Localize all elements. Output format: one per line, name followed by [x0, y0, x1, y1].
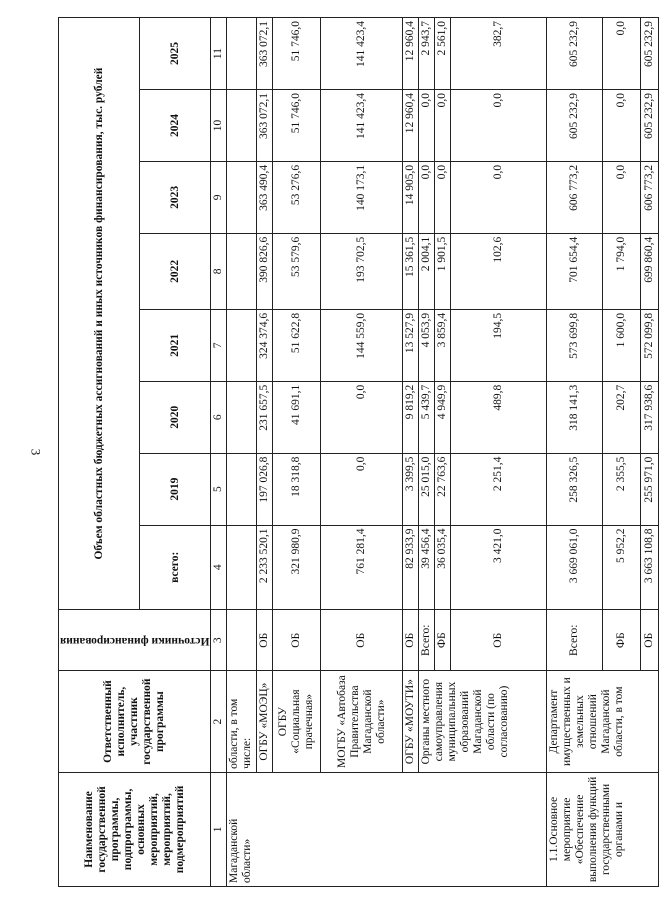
value-cell: 5 952,2 — [603, 525, 641, 610]
source-cell: ФБ — [603, 610, 641, 671]
col-number: 1 — [211, 772, 227, 886]
value-cell: 363 490,4 — [257, 161, 273, 233]
value-cell: 193 702,5 — [321, 233, 403, 309]
value-cell — [227, 453, 257, 525]
value-cell — [227, 90, 257, 162]
header-program-name: Наименование государственной программы, подпрограммы, основных мероприятий, мероприятий, подмероприятий — [59, 772, 211, 886]
value-cell — [227, 233, 257, 309]
value-cell: 605 232,9 — [547, 18, 603, 90]
value-cell — [227, 18, 257, 90]
source-cell: ОБ — [641, 610, 659, 671]
value-cell: 14 905,0 — [403, 161, 419, 233]
executor-cell: МОГБУ «Автобаза Правительства Магаданской области» — [321, 671, 403, 772]
table-row — [547, 18, 603, 887]
value-cell: 2 943,7 — [419, 18, 435, 90]
value-cell: 3 669 061,0 — [547, 525, 603, 610]
header-year-2024: 2024 — [140, 90, 211, 162]
col-number: 4 — [211, 525, 227, 610]
executor-cell: ОГБУ «МОЭЦ» — [257, 671, 273, 772]
value-cell: 0,0 — [603, 18, 641, 90]
value-cell: 3 663 108,8 — [641, 525, 659, 610]
value-cell: 0,0 — [321, 453, 403, 525]
col-number: 10 — [211, 90, 227, 162]
value-cell: 51 622,8 — [273, 309, 321, 381]
value-cell: 0,0 — [451, 161, 547, 233]
value-cell: 2 561,0 — [435, 18, 451, 90]
value-cell: 12 960,4 — [403, 18, 419, 90]
value-cell: 18 318,8 — [273, 453, 321, 525]
value-cell: 489,8 — [451, 381, 547, 453]
value-cell: 0,0 — [451, 90, 547, 162]
value-cell: 382,7 — [451, 18, 547, 90]
col-number: 6 — [211, 381, 227, 453]
value-cell: 2 355,5 — [603, 453, 641, 525]
executor-cell: Органы местного самоуправления муниципальных образований Магаданской области (по согласованию) — [419, 671, 547, 772]
program-name-cell: 1.1.Основное мероприятие «Обеспечение выполнения функций государственными органами и — [547, 772, 659, 886]
value-cell: 321 980,9 — [273, 525, 321, 610]
value-cell: 2 004,1 — [419, 233, 435, 309]
source-cell: ОБ — [273, 610, 321, 671]
table-row — [273, 18, 321, 887]
value-cell: 51 746,0 — [273, 18, 321, 90]
value-cell: 0,0 — [419, 161, 435, 233]
source-cell: Всего: — [419, 610, 435, 671]
value-cell: 1 794,0 — [603, 233, 641, 309]
header-volume: Объем областных бюджетных ассигнований и иных источников финансирования, тыс. рублей — [59, 18, 140, 610]
source-cell: ФБ — [435, 610, 451, 671]
source-cell: ОБ — [321, 610, 403, 671]
value-cell — [227, 525, 257, 610]
col-number: 3 — [211, 610, 227, 671]
value-cell: 0,0 — [603, 161, 641, 233]
value-cell: 36 035,4 — [435, 525, 451, 610]
value-cell: 2 233 520,1 — [257, 525, 273, 610]
value-cell: 317 938,6 — [641, 381, 659, 453]
col-number: 2 — [211, 671, 227, 772]
value-cell: 144 559,0 — [321, 309, 403, 381]
value-cell: 13 527,9 — [403, 309, 419, 381]
program-name-cell: Магаданской области» — [227, 772, 547, 886]
value-cell — [227, 161, 257, 233]
value-cell: 197 026,8 — [257, 453, 273, 525]
source-cell — [227, 610, 257, 671]
value-cell: 318 141,3 — [547, 381, 603, 453]
value-cell: 12 960,4 — [403, 90, 419, 162]
value-cell: 324 374,6 — [257, 309, 273, 381]
header-year-2023: 2023 — [140, 161, 211, 233]
value-cell: 15 361,5 — [403, 233, 419, 309]
value-cell: 761 281,4 — [321, 525, 403, 610]
value-cell: 1 600,0 — [603, 309, 641, 381]
col-number: 11 — [211, 18, 227, 90]
value-cell: 5 439,7 — [419, 381, 435, 453]
value-cell: 605 232,9 — [641, 90, 659, 162]
value-cell: 194,5 — [451, 309, 547, 381]
value-cell: 3 859,4 — [435, 309, 451, 381]
header-year-2025: 2025 — [140, 18, 211, 90]
value-cell: 363 072,1 — [257, 90, 273, 162]
header-year-2021: 2021 — [140, 309, 211, 381]
source-cell: ОБ — [451, 610, 547, 671]
value-cell: 0,0 — [603, 90, 641, 162]
value-cell: 701 654,4 — [547, 233, 603, 309]
col-number: 7 — [211, 309, 227, 381]
value-cell: 363 072,1 — [257, 18, 273, 90]
value-cell: 0,0 — [435, 161, 451, 233]
source-cell: ОБ — [403, 610, 419, 671]
value-cell: 202,7 — [603, 381, 641, 453]
header-sources — [59, 610, 211, 671]
value-cell: 0,0 — [419, 90, 435, 162]
value-cell: 699 860,4 — [641, 233, 659, 309]
value-cell: 140 173,1 — [321, 161, 403, 233]
value-cell: 255 971,0 — [641, 453, 659, 525]
value-cell: 606 773,2 — [641, 161, 659, 233]
source-cell: ОБ — [257, 610, 273, 671]
header-total: всего: — [140, 525, 211, 610]
value-cell: 605 232,9 — [641, 18, 659, 90]
table-row — [419, 18, 435, 887]
value-cell: 22 763,6 — [435, 453, 451, 525]
header-executor: Ответственный исполнитель, участник государственной программы — [59, 671, 211, 772]
value-cell: 41 691,1 — [273, 381, 321, 453]
value-cell: 4 949,9 — [435, 381, 451, 453]
value-cell: 231 657,5 — [257, 381, 273, 453]
executor-cell: области, в том числе: — [227, 671, 257, 772]
value-cell: 25 015,0 — [419, 453, 435, 525]
header-year-2020: 2020 — [140, 381, 211, 453]
executor-cell: ОГБУ «МОУТИ» — [403, 671, 419, 772]
value-cell — [227, 309, 257, 381]
value-cell: 9 819,2 — [403, 381, 419, 453]
value-cell: 39 456,4 — [419, 525, 435, 610]
value-cell: 53 579,6 — [273, 233, 321, 309]
value-cell: 258 326,5 — [547, 453, 603, 525]
col-number: 5 — [211, 453, 227, 525]
value-cell: 390 826,6 — [257, 233, 273, 309]
value-cell — [227, 381, 257, 453]
value-cell: 0,0 — [321, 381, 403, 453]
value-cell: 53 276,6 — [273, 161, 321, 233]
table-row — [257, 18, 273, 887]
col-number: 8 — [211, 233, 227, 309]
rotated-table-wrapper — [58, 17, 656, 887]
value-cell: 605 232,9 — [547, 90, 603, 162]
executor-cell: ОГБУ «Социальная прачечная» — [273, 671, 321, 772]
value-cell: 141 423,4 — [321, 90, 403, 162]
header-sources-label: Источники финансирования — [60, 634, 210, 647]
table-row — [321, 18, 403, 887]
executor-cell: Департамент имущественных и земельных отношений Магаданской области, в том — [547, 671, 659, 772]
table-row — [227, 18, 257, 887]
value-cell: 3 421,0 — [451, 525, 547, 610]
table-row — [403, 18, 419, 887]
header-year-2022: 2022 — [140, 233, 211, 309]
value-cell: 102,6 — [451, 233, 547, 309]
value-cell: 51 746,0 — [273, 90, 321, 162]
value-cell: 0,0 — [435, 90, 451, 162]
value-cell: 573 699,8 — [547, 309, 603, 381]
value-cell: 2 251,4 — [451, 453, 547, 525]
col-number: 9 — [211, 161, 227, 233]
value-cell: 1 901,5 — [435, 233, 451, 309]
financing-table — [58, 17, 659, 887]
value-cell: 606 773,2 — [547, 161, 603, 233]
value-cell: 4 053,9 — [419, 309, 435, 381]
header-year-2019: 2019 — [140, 453, 211, 525]
source-cell: Всего: — [547, 610, 603, 671]
page-number: 3 — [28, 448, 44, 456]
value-cell: 141 423,4 — [321, 18, 403, 90]
value-cell: 82 933,9 — [403, 525, 419, 610]
value-cell: 3 399,5 — [403, 453, 419, 525]
value-cell: 572 099,8 — [641, 309, 659, 381]
